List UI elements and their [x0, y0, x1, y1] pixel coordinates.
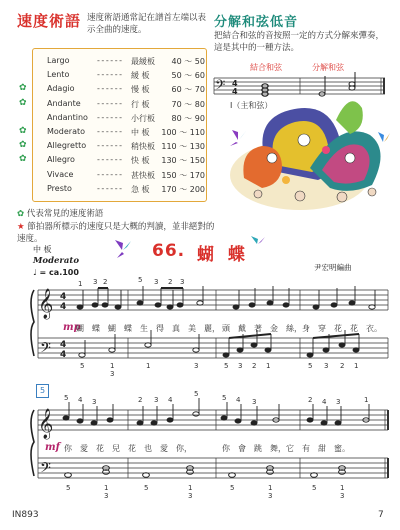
- system-brace: [31, 410, 34, 476]
- svg-text:2: 2: [168, 278, 173, 286]
- svg-text:2: 2: [252, 362, 257, 370]
- svg-text:1: 1: [354, 362, 359, 370]
- tempo-term-zh: 行 板: [131, 99, 150, 109]
- svg-text:1: 1: [146, 362, 151, 370]
- measure-number: 5: [36, 384, 49, 398]
- svg-text:4: 4: [322, 398, 327, 406]
- svg-text:3: 3: [340, 492, 345, 500]
- tempo-row-leader: - - - - - -: [97, 141, 122, 151]
- page-number: 7: [378, 510, 384, 520]
- book-code: IN893: [12, 510, 39, 520]
- tempo-bpm-range: 130 ～ 150: [161, 156, 205, 166]
- butterfly-icon: [115, 240, 131, 258]
- svg-text:1: 1: [188, 484, 193, 492]
- tempo-row-leader: - - - - - -: [97, 112, 122, 122]
- dynamic-marking: mf: [45, 442, 60, 453]
- svg-text:4: 4: [232, 79, 238, 88]
- common-tempo-star-icon: ✿: [19, 140, 27, 151]
- svg-text:1: 1: [266, 362, 271, 370]
- svg-text:4: 4: [60, 340, 67, 350]
- svg-text:5: 5: [144, 484, 149, 492]
- tempo-term-zh: 緩 板: [131, 71, 150, 81]
- lyrics-line2-part1: 你 愛 花 兒 花 也 愛 你，: [64, 444, 192, 453]
- tempo-term: Largo: [47, 56, 70, 65]
- svg-text:5: 5: [308, 362, 313, 370]
- svg-text:5: 5: [138, 276, 143, 284]
- tempo-bpm-range: 50 ～ 60: [171, 71, 205, 81]
- bass-clef-icon: 𝄢: [40, 340, 51, 360]
- tempo-term: Andantino: [47, 112, 88, 122]
- svg-text:3: 3: [324, 362, 329, 370]
- bass-clef-icon: 𝄢: [215, 77, 226, 96]
- broken-chord-label: 分解和弦: [312, 63, 344, 72]
- bass-description: 把結合和弦的音按照一定的方式分解來彈奏，這是其中的一種方法。: [214, 31, 385, 53]
- svg-text:1: 1: [364, 396, 369, 404]
- tempo-bpm-range: 60 ～ 70: [171, 85, 205, 95]
- common-tempo-star-icon: ✿: [19, 126, 27, 136]
- treble-clef-icon: 𝄞: [38, 409, 54, 439]
- tempo-description: 速度術語通常記在譜首左端以表示全曲的速度。: [87, 13, 207, 35]
- bass-staff-system1: [38, 338, 388, 358]
- svg-text:3: 3: [194, 362, 199, 370]
- tempo-row-leader: - - - - - -: [97, 98, 122, 108]
- svg-text:4: 4: [236, 396, 241, 404]
- fingering-system1: [78, 276, 184, 288]
- tempo-bpm-range: 100 ～ 110: [161, 128, 205, 137]
- svg-text:3: 3: [154, 278, 159, 286]
- svg-text:3: 3: [268, 492, 273, 500]
- svg-text:5: 5: [80, 362, 85, 370]
- treble-clef-icon: 𝄞: [38, 289, 54, 319]
- svg-text:3: 3: [336, 398, 341, 406]
- svg-text:3: 3: [93, 278, 98, 286]
- tempo-bpm-range: 150 ～ 170: [161, 170, 205, 180]
- tempo-bpm-range: 110 ～ 130: [161, 142, 205, 152]
- tempo-term: Presto: [47, 183, 72, 193]
- tempo-term-zh: 急 板: [131, 184, 150, 194]
- svg-text:2: 2: [308, 396, 313, 404]
- svg-text:5: 5: [64, 394, 69, 402]
- bass-notes-system2: [65, 466, 346, 478]
- butterfly-icon: [251, 236, 265, 244]
- lyrics-line1-part2: 頭 戴 著 金 絲，身 穿 花 花 衣。: [222, 324, 382, 333]
- song-title: 蝴 蝶: [197, 245, 249, 265]
- tempo-bpm-range: 80 ～ 90: [171, 113, 205, 123]
- tempo-marking-zh: 中 板: [33, 245, 52, 254]
- svg-text:5: 5: [66, 484, 71, 492]
- tempo-marking: Moderato: [33, 256, 80, 266]
- svg-text:4: 4: [168, 396, 173, 404]
- svg-text:4: 4: [78, 396, 83, 404]
- svg-text:1: 1: [110, 362, 115, 370]
- tempo-term: Adagio: [47, 84, 75, 94]
- svg-text:3: 3: [92, 398, 97, 406]
- tempo-term-zh: 小行板: [131, 113, 155, 123]
- svg-text:3: 3: [180, 278, 185, 286]
- block-chord-label: 結合和弦: [250, 63, 282, 72]
- lyrics-line1-part1: 蝴 蝶 蝴 蝶 生 得 真 美 麗，: [76, 324, 220, 333]
- song-number: 66.: [152, 241, 186, 261]
- tempo-term: Lento: [47, 70, 70, 80]
- metronome-note-text: 節拍器所標示的速度只是大概的判讀，並非絕對的速度。: [17, 222, 215, 244]
- tempo-term-zh: 慢 板: [131, 85, 150, 95]
- tempo-term: Allegretto: [47, 141, 87, 151]
- svg-text:1: 1: [78, 280, 83, 288]
- fingering-system2: [64, 390, 368, 406]
- svg-text:4: 4: [60, 350, 67, 360]
- svg-text:3: 3: [238, 362, 243, 370]
- tempo-row-leader: - - - - - -: [97, 84, 122, 94]
- tempo-term-zh: 甚快板: [131, 170, 155, 180]
- svg-text:4: 4: [60, 292, 67, 302]
- svg-text:3: 3: [188, 492, 193, 500]
- svg-text:3: 3: [252, 398, 257, 406]
- tempo-term-zh: 快 板: [131, 156, 150, 166]
- tempo-term: Allegro: [47, 155, 75, 165]
- svg-text:5: 5: [194, 390, 199, 398]
- tempo-bpm-range: 40 ～ 50: [171, 57, 205, 66]
- svg-text:3: 3: [110, 370, 115, 378]
- svg-text:4: 4: [60, 302, 67, 312]
- common-tempo-star-icon: ✿: [19, 97, 27, 108]
- svg-text:2: 2: [138, 396, 143, 404]
- tempo-term: Vivace: [47, 169, 74, 179]
- svg-text:3: 3: [104, 492, 109, 500]
- bass-clef-icon: 𝄢: [40, 460, 51, 480]
- svg-text:1: 1: [104, 484, 109, 492]
- svg-text:2: 2: [103, 278, 108, 286]
- common-tempo-star-icon: ✿: [19, 154, 27, 165]
- tempo-bpm-range: 170 ～ 200: [161, 184, 205, 194]
- tonic-chord-label: I（主和弦）: [230, 101, 273, 110]
- arranger-credit: 尹宏明編曲: [314, 263, 352, 272]
- svg-text:4: 4: [232, 87, 238, 96]
- star-icon: ★: [17, 222, 25, 232]
- tempo-term: Andante: [47, 98, 81, 108]
- tempo-row-leader: - - - - - -: [97, 155, 122, 165]
- tempo-term-zh: 最緩板: [131, 57, 155, 66]
- system-brace: [31, 290, 34, 356]
- svg-text:5: 5: [230, 484, 235, 492]
- svg-text:5: 5: [224, 362, 229, 370]
- svg-text:3: 3: [154, 396, 159, 404]
- bass-staff-system2: [38, 458, 388, 478]
- svg-text:5: 5: [222, 394, 227, 402]
- tempo-row-leader: - - - - - -: [97, 183, 122, 193]
- common-tempo-note-text: 代表常見的速度術語: [26, 209, 104, 219]
- bass-fingering-system1: [80, 362, 358, 378]
- treble-notes-system1: [77, 286, 375, 309]
- dynamic-marking: mp: [63, 322, 81, 333]
- lyrics-line2-part2: 你 會 跳 舞，它 有 甜 蜜。: [222, 444, 350, 453]
- bass-fingering-system2: [66, 484, 344, 500]
- svg-text:1: 1: [340, 484, 345, 492]
- tempo-term: Moderato: [47, 127, 86, 136]
- tempo-row-leader: - - - - - -: [97, 70, 122, 80]
- bass-section-title: 分解和弦低音: [214, 15, 299, 30]
- tempo-section-title: 速度術語: [17, 12, 82, 30]
- svg-text:1: 1: [268, 484, 273, 492]
- metronome-marking: ♩ = ca.100: [33, 268, 79, 277]
- tempo-row-leader: - - - - - -: [97, 127, 122, 136]
- tempo-term-zh: 中 板: [131, 128, 150, 137]
- common-tempo-star-icon: ✿: [19, 83, 27, 94]
- tempo-row-leader: - - - - - -: [97, 56, 122, 65]
- tempo-term-zh: 稍快板: [131, 142, 155, 152]
- tempo-row-leader: - - - - - -: [97, 169, 122, 179]
- svg-text:5: 5: [312, 484, 317, 492]
- svg-text:2: 2: [340, 362, 345, 370]
- flower-star-icon: ✿: [17, 209, 25, 219]
- tempo-bpm-range: 70 ～ 80: [171, 99, 205, 109]
